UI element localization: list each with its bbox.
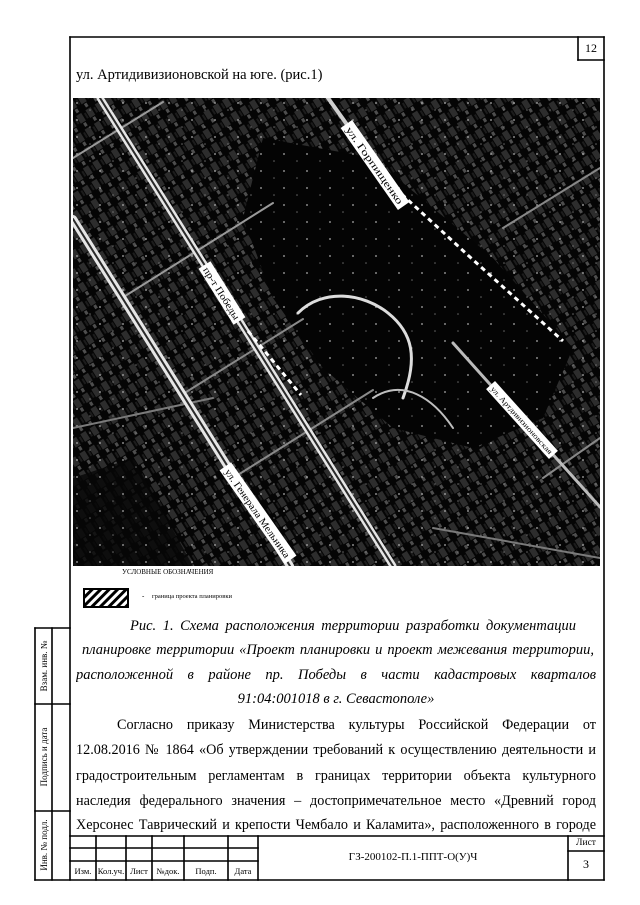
page-number: 12 bbox=[585, 41, 597, 55]
stamp-signature-date: Подпись и дата bbox=[38, 727, 49, 787]
map-figure bbox=[73, 98, 600, 566]
document-code: ГЗ-200102-П.1-ППТ-О(У)Ч bbox=[348, 851, 478, 863]
intro-line: ул. Артидивизионовской на юге. (рис.1) bbox=[76, 67, 323, 83]
caption-line: планировке территории «Проект планировки и проект межевания территории, bbox=[82, 642, 594, 658]
body-line: Херсонес Таврический и крепости Чембало и Каламита», расположенного в городе bbox=[76, 817, 596, 833]
legend-separator: - bbox=[142, 592, 145, 600]
label-melnika-text: ул. Генерала Мельника bbox=[221, 467, 288, 554]
title-block-column: Дата bbox=[234, 866, 252, 876]
legend-item-label: граница проекта планировки bbox=[152, 593, 232, 600]
title-block-column: Изм. bbox=[74, 866, 92, 876]
title-block-column: №док. bbox=[156, 866, 180, 876]
sheet-number: 3 bbox=[583, 857, 589, 871]
stamp-substitute-inventory: Взам. инв. № bbox=[38, 640, 49, 692]
caption-line: 91:04:001018 в г. Севастополе» bbox=[237, 691, 435, 707]
sheet-label: Лист bbox=[576, 838, 596, 848]
title-block-column: Лист bbox=[130, 866, 148, 876]
caption-line: расположенной в районе пр. Победы в части кадастровых кварталов bbox=[76, 667, 596, 683]
label-pobedy-text: пр-т Победы bbox=[200, 265, 239, 317]
label-artdivizionovskaya-text: ул. Артдивизионовская bbox=[488, 384, 546, 446]
body-line: наследия федерального значения – достопримечательное место «Древний город bbox=[76, 793, 596, 809]
label-gorpishchenko-text: ул. Горпищенко bbox=[342, 125, 391, 187]
map-image bbox=[73, 98, 600, 566]
map-texture bbox=[73, 98, 600, 566]
title-block-column: Кол.уч. bbox=[97, 866, 125, 876]
stamp-original-inventory: Инв. № подл. bbox=[38, 819, 49, 871]
body-line: Согласно приказу Министерства культуры Российской Федерации от bbox=[117, 717, 596, 733]
legend-title: УСЛОВНЫЕ ОБОЗНАЧЕНИЯ bbox=[122, 568, 214, 576]
legend-hatch-swatch bbox=[83, 588, 129, 608]
title-block-column: Подп. bbox=[195, 866, 217, 876]
body-line: градостроительным регламентам в границах территории объекта культурного bbox=[76, 768, 596, 784]
body-line: 12.08.2016 № 1864 «Об утверждении требований к осуществлению деятельности и bbox=[76, 742, 596, 758]
caption-line: Рис. 1. Схема расположения территории разработки документации bbox=[130, 618, 576, 634]
